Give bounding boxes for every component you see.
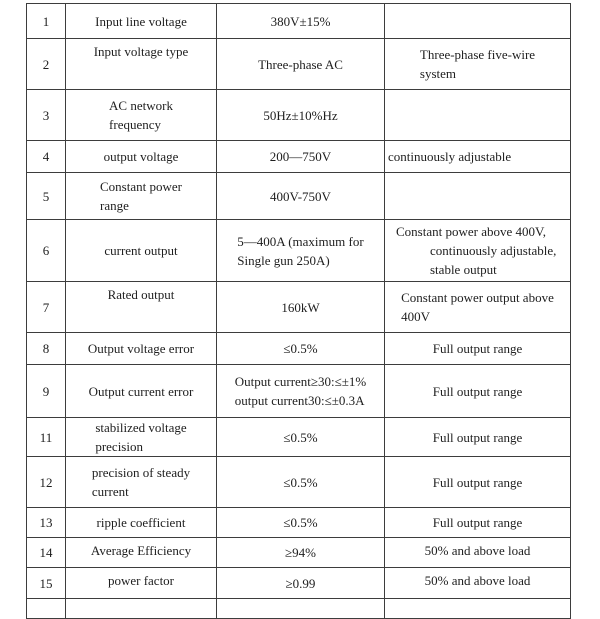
row-number: 2: [42, 56, 50, 72]
cell-text-line: precision of steady: [91, 465, 191, 480]
row-number: 15: [39, 575, 53, 591]
param-note-cell: [385, 141, 571, 173]
row-number: 11: [39, 429, 53, 445]
param-value-cell: [217, 173, 385, 220]
cell-text-line: Constant power output above: [401, 290, 554, 305]
row-number-cell: [27, 4, 66, 39]
cell-text-line: 400V: [401, 309, 431, 324]
param-note-cell: [385, 568, 571, 599]
row-number-cell: [27, 39, 66, 90]
param-note-cell: [385, 508, 571, 538]
row-number-cell: [27, 599, 66, 619]
cell-text-line: Single gun 250A): [237, 252, 330, 268]
cell-text-line: Output current≥30:≤±1%: [234, 374, 367, 389]
param-note-cell: [385, 220, 571, 282]
param-value-cell: [217, 568, 385, 599]
param-note-cell: [385, 418, 571, 457]
param-name-cell: [66, 457, 217, 508]
row-number-cell: [27, 282, 66, 333]
cell-text-line: current: [91, 484, 129, 499]
table-row: [27, 365, 571, 418]
param-note-cell: [385, 4, 571, 39]
row-number-cell: [27, 333, 66, 365]
cell-text-line: Full output range: [432, 383, 523, 399]
table-row: [27, 4, 571, 39]
cell-text-line: continuously adjustable,: [430, 243, 557, 258]
cell-text-line: power factor: [107, 573, 175, 588]
param-name-cell: [66, 220, 217, 282]
row-number-cell: [27, 418, 66, 457]
table-row: [27, 39, 571, 90]
param-name-cell: [66, 333, 217, 365]
param-note-cell: [385, 457, 571, 508]
table-row: [27, 220, 571, 282]
param-name-cell: [66, 39, 217, 90]
spec-table-body: [27, 4, 571, 619]
param-name-cell: [66, 141, 217, 173]
row-number: 8: [42, 341, 50, 356]
cell-text-line: ≤0.5%: [283, 474, 318, 490]
cell-text-line: Full output range: [432, 474, 523, 490]
row-number: 14: [39, 545, 53, 560]
row-number-cell: [27, 90, 66, 141]
cell-text-line: stabilized voltage: [95, 420, 187, 435]
cell-text-line: ≤0.5%: [283, 429, 318, 445]
param-name-cell: [66, 508, 217, 538]
param-value-cell: [217, 418, 385, 457]
param-name-cell: [66, 173, 217, 220]
param-name-cell: [66, 568, 217, 599]
param-value-cell: [217, 282, 385, 333]
cell-text-line: frequency: [109, 117, 161, 132]
param-value-cell: [217, 365, 385, 418]
row-number-cell: [27, 141, 66, 173]
table-row: [27, 333, 571, 365]
table-row: [27, 90, 571, 141]
param-value-cell: [217, 4, 385, 39]
cell-text-line: 380V±15%: [270, 13, 331, 29]
cell-text-line: Full output range: [432, 341, 523, 356]
param-value-cell: [217, 599, 385, 619]
cell-text-line: ripple coefficient: [96, 515, 186, 530]
cell-text-line: Full output range: [432, 515, 523, 530]
row-number: 1: [42, 13, 50, 29]
table-row: [27, 282, 571, 333]
cell-text-line: Output current error: [88, 383, 194, 399]
cell-text-line: stable output: [430, 262, 497, 277]
row-number-cell: [27, 457, 66, 508]
row-number: 7: [42, 299, 50, 315]
row-number-cell: [27, 173, 66, 220]
table-row: [27, 568, 571, 599]
row-number-cell: [27, 568, 66, 599]
row-number-cell: [27, 508, 66, 538]
row-number: 13: [39, 515, 53, 530]
cell-text-line: precision: [95, 439, 143, 454]
cell-text-line: Three-phase five-wire: [419, 47, 536, 62]
row-number: 12: [39, 474, 53, 490]
param-name-cell: [66, 538, 217, 568]
cell-text-line: 50% and above load: [424, 543, 531, 558]
param-note-cell: [385, 365, 571, 418]
param-name-cell: [66, 282, 217, 333]
cell-text-line: ≥94%: [285, 545, 316, 560]
cell-text-line: Output voltage error: [87, 341, 195, 356]
cell-text-line: system: [419, 66, 457, 81]
param-value-cell: [217, 141, 385, 173]
param-note-cell: [385, 599, 571, 619]
param-value-cell: [217, 457, 385, 508]
param-name-cell: [66, 599, 217, 619]
cell-text-line: output current30:≤±0.3A: [234, 393, 365, 408]
row-number: 4: [42, 149, 50, 164]
cell-text-line: Three-phase AC: [258, 56, 343, 72]
cell-text-line: Average Efficiency: [90, 543, 192, 558]
cell-text-line: 200—750V: [269, 149, 332, 164]
table-row: [27, 173, 571, 220]
param-value-cell: [217, 39, 385, 90]
cell-text-line: ≤0.5%: [283, 515, 318, 530]
row-number: 9: [42, 383, 50, 399]
cell-text-line: continuously adjustable: [388, 149, 512, 164]
cell-text-line: ≤0.5%: [283, 341, 318, 356]
param-note-cell: [385, 90, 571, 141]
cell-text-line: Input line voltage: [95, 13, 187, 29]
param-value-cell: [217, 508, 385, 538]
param-name-cell: [66, 90, 217, 141]
cell-text-line: Constant power: [100, 179, 182, 194]
row-number-cell: [27, 365, 66, 418]
cell-text-line: 400V-750V: [270, 188, 331, 204]
cell-text-line: Input voltage type: [93, 44, 189, 59]
row-number: 5: [42, 188, 50, 204]
row-number-cell: [27, 538, 66, 568]
param-name-cell: [66, 365, 217, 418]
param-note-cell: [385, 39, 571, 90]
cell-text-line: 160kW: [281, 299, 320, 315]
cell-text-line: Constant power above 400V,: [396, 224, 546, 239]
row-number-cell: [27, 220, 66, 282]
param-name-cell: [66, 418, 217, 457]
row-number: 6: [42, 243, 50, 258]
param-note-cell: [385, 173, 571, 220]
cell-text-line: current output: [104, 243, 178, 258]
table-row: [27, 418, 571, 457]
cell-text-line: output voltage: [103, 149, 179, 164]
cell-text-line: Rated output: [107, 287, 175, 302]
param-note-cell: [385, 333, 571, 365]
table-row: [27, 141, 571, 173]
param-note-cell: [385, 538, 571, 568]
cell-text-line: range: [100, 198, 129, 213]
param-value-cell: [217, 220, 385, 282]
cell-text-line: ≥0.99: [285, 575, 316, 591]
param-value-cell: [217, 333, 385, 365]
cell-text-line: 50% and above load: [424, 573, 531, 588]
cell-text-line: 50Hz±10%Hz: [263, 107, 338, 123]
cell-text-line: Full output range: [432, 429, 523, 445]
param-note-cell: [385, 282, 571, 333]
table-row: [27, 457, 571, 508]
row-number: 3: [42, 107, 50, 123]
cell-text-line: 5—400A (maximum for: [237, 233, 364, 249]
table-row-partial: [27, 599, 571, 619]
param-value-cell: [217, 90, 385, 141]
spec-table: [26, 3, 571, 619]
table-row: [27, 538, 571, 568]
table-row: [27, 508, 571, 538]
param-name-cell: [66, 4, 217, 39]
cell-text-line: AC network: [109, 98, 173, 113]
param-value-cell: [217, 538, 385, 568]
